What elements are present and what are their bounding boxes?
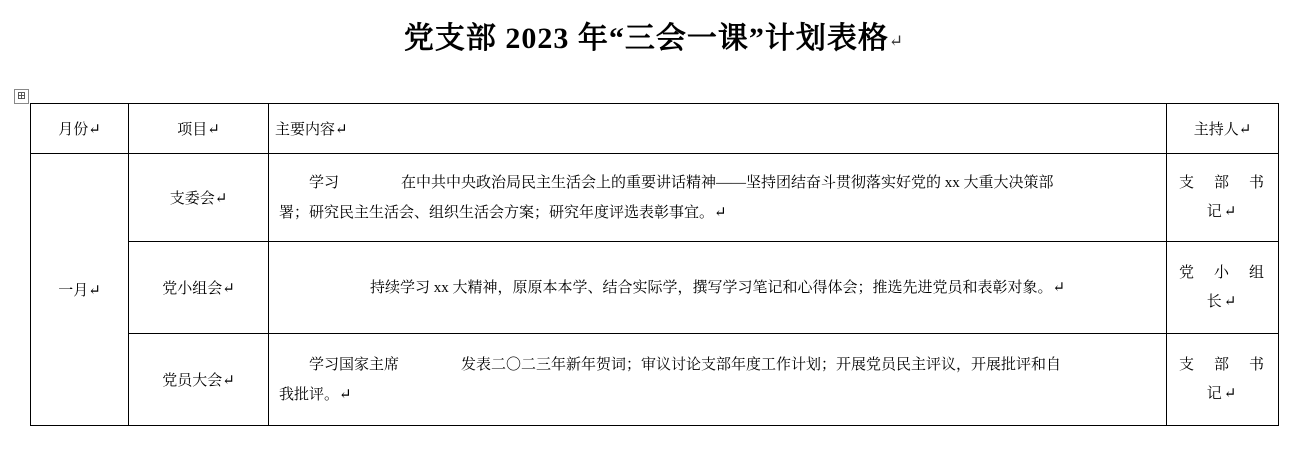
content-line-1b: 在中共中央政治局民主生活会上的重要讲话精神——坚持团结奋斗贯彻落实好党的 xx 大重大决策部	[401, 174, 1054, 191]
content-paragraph	[275, 168, 1160, 228]
host-line-2: 记↵	[1206, 203, 1239, 220]
plan-table	[30, 103, 1279, 426]
table-row	[31, 334, 1279, 426]
host-line-2: 记↵	[1206, 385, 1239, 402]
cell-item-branch-committee: 支委会↵	[129, 154, 269, 242]
content-line-2: 署；研究民主生活会、组织生活会方案；研究年度评选表彰事宜。↵	[279, 204, 727, 221]
host-text	[1173, 259, 1272, 316]
cell-content-party-group-meeting	[269, 242, 1167, 334]
table-body	[31, 154, 1279, 426]
host-line-1: 支 部 书	[1179, 175, 1266, 191]
header-cell-item: 项目↵	[129, 104, 269, 154]
paragraph-mark-icon: ↵	[888, 31, 905, 51]
cell-host-branch-secretary	[1167, 334, 1279, 426]
table-header-row-group	[31, 104, 1279, 154]
page-title-text: 党支部 2023 年“三会一课”计划表格	[403, 22, 889, 55]
cell-month-january: 一月↵	[31, 154, 129, 426]
host-text	[1173, 169, 1272, 226]
cell-item-party-group-meeting: 党小组会↵	[129, 242, 269, 334]
content-paragraph	[275, 350, 1160, 410]
header-cell-month: 月份↵	[31, 104, 129, 154]
content-line-1a: 学习国家主席	[309, 356, 400, 373]
table-row	[31, 242, 1279, 334]
content-line-2: 我批评。↵	[279, 386, 352, 403]
host-line-1: 党 小 组	[1179, 265, 1266, 281]
cell-content-branch-committee	[269, 154, 1167, 242]
table-row	[31, 154, 1279, 242]
host-line-1: 支 部 书	[1179, 357, 1266, 373]
host-text	[1173, 351, 1272, 408]
cell-item-general-members-meeting: 党员大会↵	[129, 334, 269, 426]
table-move-handle-icon[interactable]: ⊞	[14, 89, 29, 104]
content-line-1a: 学习	[309, 174, 340, 191]
cell-host-branch-secretary	[1167, 154, 1279, 242]
header-cell-content: 主要内容↵	[269, 104, 1167, 154]
content-paragraph	[275, 273, 1160, 303]
table-header-row	[31, 104, 1279, 154]
header-cell-host: 主持人↵	[1167, 104, 1279, 154]
host-line-2: 长↵	[1206, 293, 1239, 310]
content-line-1b: 发表二〇二三年新年贺词；审议讨论支部年度工作计划；开展党员民主评议，开展批评和自	[461, 356, 1062, 373]
page-title	[0, 0, 1308, 54]
cell-content-general-members-meeting	[269, 334, 1167, 426]
content-line-1: 持续学习 xx 大精神，原原本本学、结合实际学，撰写学习笔记和心得体会；推选先进党员和表彰对象。↵	[369, 279, 1066, 296]
cell-host-group-leader	[1167, 242, 1279, 334]
